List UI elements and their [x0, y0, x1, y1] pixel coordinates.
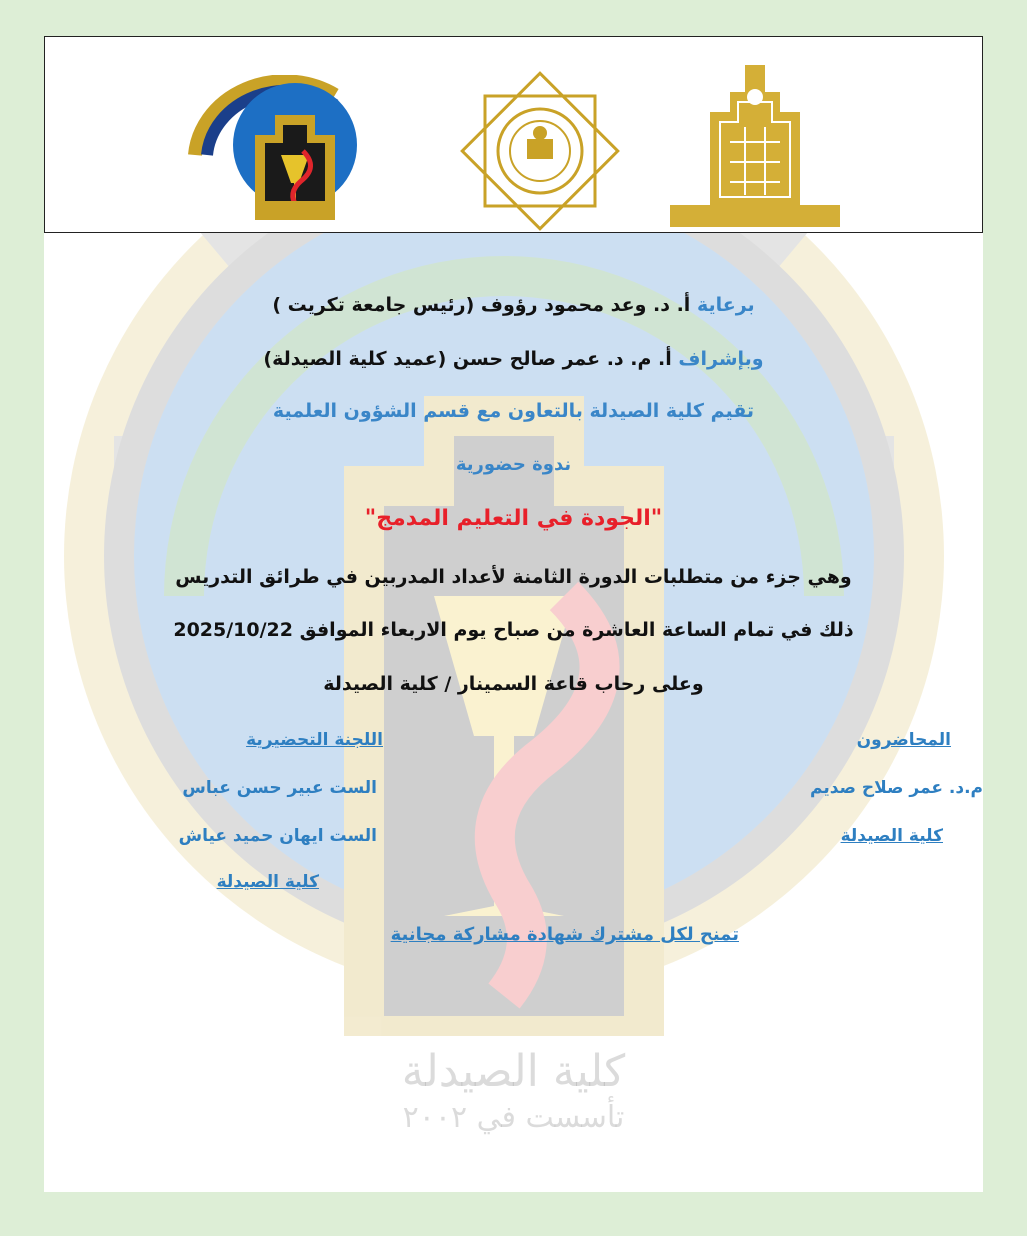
- logo-banner: [44, 36, 983, 233]
- patronage-text: أ. د. وعد محمود رؤوف (رئيس جامعة تكريت ): [272, 294, 691, 316]
- event-title: "الجودة في التعليم المدمج": [364, 506, 663, 531]
- lecturers-heading: المحاضرون: [856, 730, 951, 750]
- poster-page: [44, 36, 983, 1192]
- certificate-note: تمنح لكل مشترك شهادة مشاركة مجانية: [390, 924, 739, 945]
- tikrit-university-logo: [660, 57, 850, 229]
- organizer-line: تقيم كلية الصيدلة بالتعاون مع قسم الشؤون العلمية: [272, 400, 755, 422]
- lecturer-affiliation: كلية الصيدلة: [840, 826, 943, 846]
- scientific-affairs-logo: [455, 71, 625, 231]
- supervision-text: أ. م. د. عمر صالح حسن (عميد كلية الصيدلة): [263, 348, 672, 370]
- details-line-3: وعلى رحاب قاعة السمينار / كلية الصيدلة: [323, 673, 704, 695]
- lecturer-name: م.د. عمر صلاح صديم: [810, 778, 983, 798]
- supervision-prefix: وبإشراف: [678, 348, 764, 370]
- event-type: ندوة حضورية: [455, 454, 572, 475]
- patronage-prefix: برعاية: [696, 294, 755, 316]
- watermark-text-1: كلية الصيدلة: [401, 1046, 626, 1097]
- pharmacy-college-logo: [185, 75, 385, 225]
- details-line-2: ذلك في تمام الساعة العاشرة من صباح يوم الاربعاء الموافق 2025/10/22: [173, 619, 854, 641]
- committee-heading: اللجنة التحضيرية: [246, 730, 383, 750]
- details-line-1: وهي جزء من متطلبات الدورة الثامنة لأعداد المدربين في طرائق التدريس: [175, 566, 852, 588]
- committee-affiliation: كلية الصيدلة: [216, 872, 319, 892]
- watermark-text-2: تأسست في ٢٠٠٢: [402, 1100, 625, 1135]
- patronage-line: [44, 294, 983, 316]
- committee-member: الست عبير حسن عباس: [182, 778, 377, 798]
- committee-member: الست ايهان حميد عياش: [178, 826, 377, 846]
- supervision-line: [44, 348, 983, 370]
